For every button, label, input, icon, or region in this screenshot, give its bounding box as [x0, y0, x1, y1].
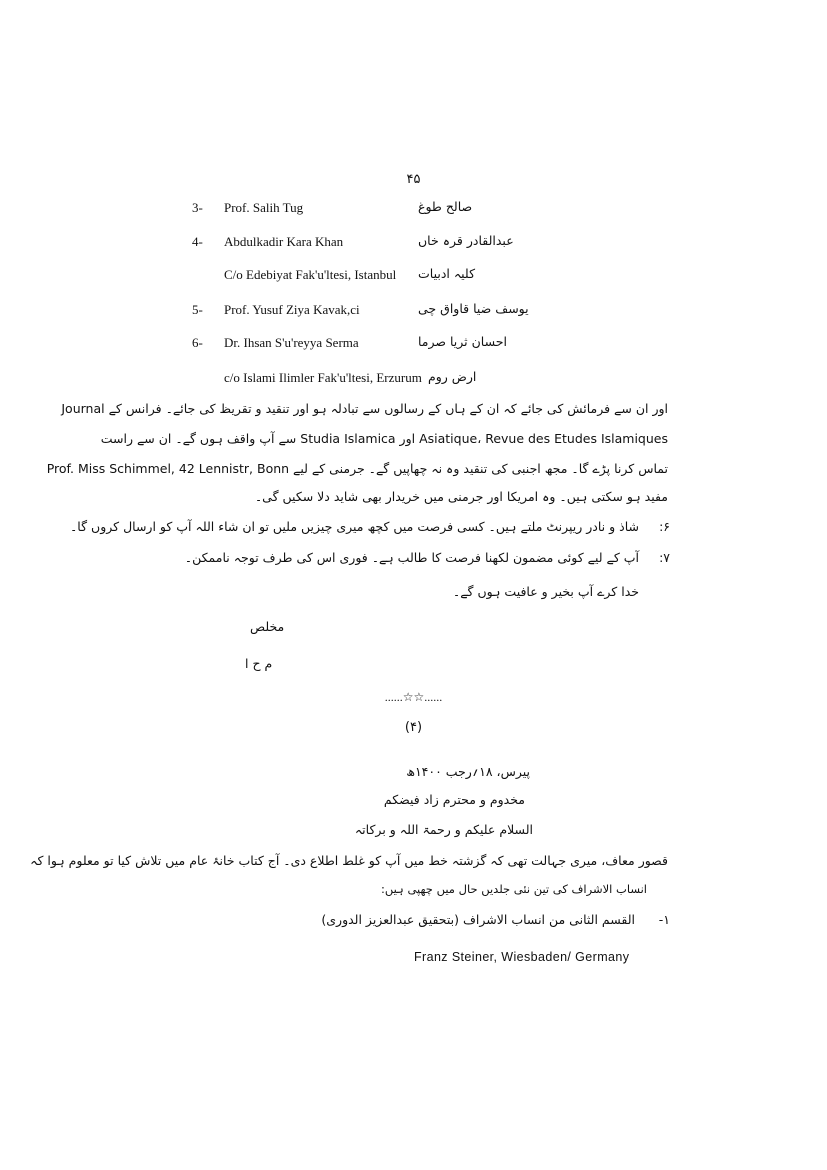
person-address-english: c/o Islami Ilimler Fak'u'ltesi, Erzurum	[224, 370, 422, 385]
paragraph-line: مفید ہو سکتی ہیں۔ وہ امریکا اور جرمنی میں خریدار بھی شاید دلا سکیں گی۔	[254, 489, 668, 504]
signature: م ح ا	[245, 656, 273, 671]
person-name-english: Dr. Ihsan S'u'reyya Serma	[224, 335, 359, 350]
person-name-urdu: احسان ثریا صرما	[418, 334, 507, 349]
person-number: 4-	[192, 234, 203, 249]
item-text: شاذ و نادر ریپرنٹ ملتے ہیں۔ کسی فرصت میں کچھ میری چیزیں ملیں تو ان شاء اللہ آپ کو ارسال کروں گا۔	[69, 519, 639, 534]
letter-item-number: ۱-	[658, 912, 670, 927]
person-name-english: Abdulkadir Kara Khan	[224, 234, 344, 249]
person-name-english: Prof. Salih Tug	[224, 200, 304, 215]
letter-place-date: پیرس، ۱۸؍رجب ۱۴۰۰ھ	[406, 764, 530, 779]
item-text: آپ کے لیے کوئی مضمون لکھنا فرصت کا طالب ہے۔ فوری اس کی طرف توجہ ناممکن۔	[184, 550, 639, 565]
person-name-urdu: یوسف ضیا قاواق چی	[418, 301, 529, 316]
page-number: ۴۵	[406, 172, 421, 187]
person-address-urdu: کلیہ ادبیات	[418, 266, 476, 281]
person-number: 5-	[192, 302, 203, 317]
letter-greeting: السلام علیکم و رحمۃ اللہ و برکاتہ	[354, 822, 533, 837]
person-name-english: Prof. Yusuf Ziya Kavak,ci	[224, 302, 360, 317]
signoff: مخلص	[250, 619, 285, 634]
separator-stars: ......☆☆......	[384, 690, 443, 704]
paragraph-line: Asiatique، Revue des Etudes Islamiques اور Studia Islamica سے آپ واقف ہوں گے۔ ان سے راست	[100, 431, 668, 446]
letter-number: (۴)	[404, 720, 423, 735]
item-number: ۷:	[659, 550, 670, 565]
paragraph-line: اور ان سے فرمائش کی جائے کہ ان کے ہاں کے رسالوں سے تبادلہ ہو اور تنقید و تقریظ کی جائے۔ فرانس کے Journal	[61, 401, 668, 416]
paragraph-line: تماس کرنا پڑے گا۔ مجھ اجنبی کی تنقید وہ نہ چھاپیں گے۔ جرمنی کے لیے Prof. Miss Schimmel, 42 Lennistr, Bonn	[46, 461, 668, 476]
letter-salutation: مخدوم و محترم زاد فیضکم	[383, 792, 525, 807]
person-number: 6-	[192, 335, 203, 350]
letter-body-line: انساب الاشراف کی تین نئی جلدیں حال میں چھپی ہیں:	[380, 882, 647, 896]
letter-item-text: القسم الثانی من انساب الاشراف (بتحقیق عبدالعزیز الدوری)	[321, 912, 635, 927]
letter-body-line: قصور معاف، میری جہالت تھی کہ گزشتہ خط میں آپ کو غلط اطلاع دی۔ آج کتاب خانۂ عام میں تلاش کیا تو معلوم ہوا کہ	[30, 853, 668, 868]
person-address-english: C/o Edebiyat Fak'u'ltesi, Istanbul	[224, 267, 397, 282]
item-number: ۶:	[659, 519, 670, 534]
person-number: 3-	[192, 200, 203, 215]
person-name-urdu: صالح طوغ	[418, 199, 473, 214]
person-name-urdu: عبدالقادر قرہ خاں	[418, 233, 514, 248]
publisher-line: Franz Steiner, Wiesbaden/ Germany	[414, 950, 630, 964]
person-address-urdu: ارض روم	[428, 369, 477, 384]
closing-line: خدا کرے آپ بخیر و عافیت ہوں گے۔	[452, 584, 639, 599]
